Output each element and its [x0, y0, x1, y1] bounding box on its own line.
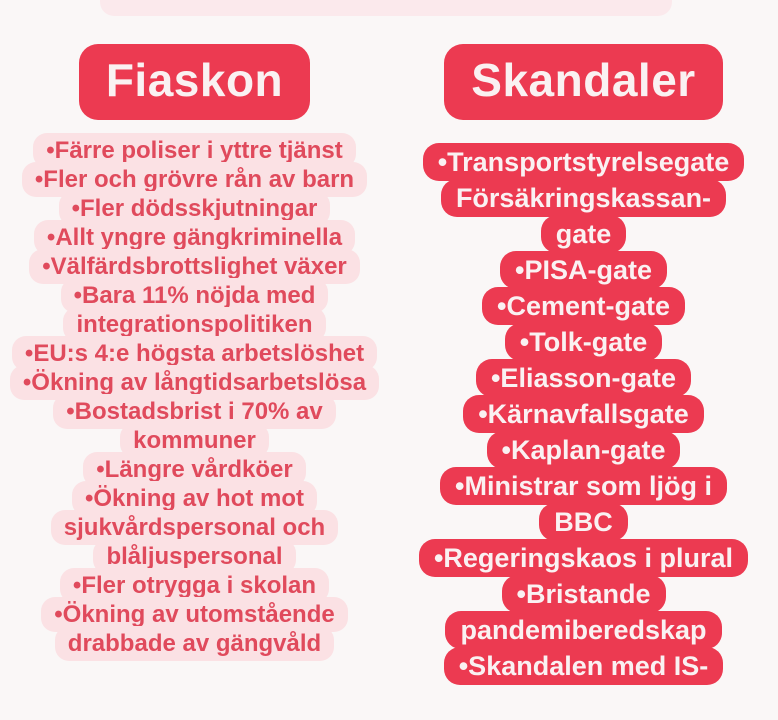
column-fiaskon [0, 0, 389, 684]
fiaskon-header-badge [79, 44, 310, 120]
skandaler-header-badge [444, 44, 722, 120]
fiaskon-list-text: •Färre poliser i yttre tjänst •Fler och grövre rån av barn •Fler dödsskjutningar •Allt yngre gängkriminella •Välfärdsbrottslighet växer •Bara 11% nöjda med integrationspolitiken •EU:s 4:e högsta arbetslöshet •Ökning av långtidsarbetslösa •Bostadsbrist i 70% av kommuner •Längre vårdköer •Ökning av hot mot sjukvårdspersonal och blåljuspersonal •Fler otrygga i skolan •Ökning av utomstående drabbade av gängvåld [10, 133, 379, 661]
skandaler-list [389, 144, 778, 684]
skandaler-header-label: Skandaler [471, 54, 696, 106]
skandaler-list-text: •Transportstyrelsegate Försäkringskassan- gate •PISA-gate •Cement-gate •Tolk-gate •Eliasson-gate •Kärnavfallsgate •Kaplan-gate •Ministrar som ljög i BBC •Regeringskaos i plural •Bristande pandemiberedskap •Skandalen med IS- [419, 143, 748, 685]
column-skandaler [389, 0, 778, 684]
fiaskon-list [0, 136, 389, 658]
fiaskon-header-label: Fiaskon [105, 54, 284, 106]
